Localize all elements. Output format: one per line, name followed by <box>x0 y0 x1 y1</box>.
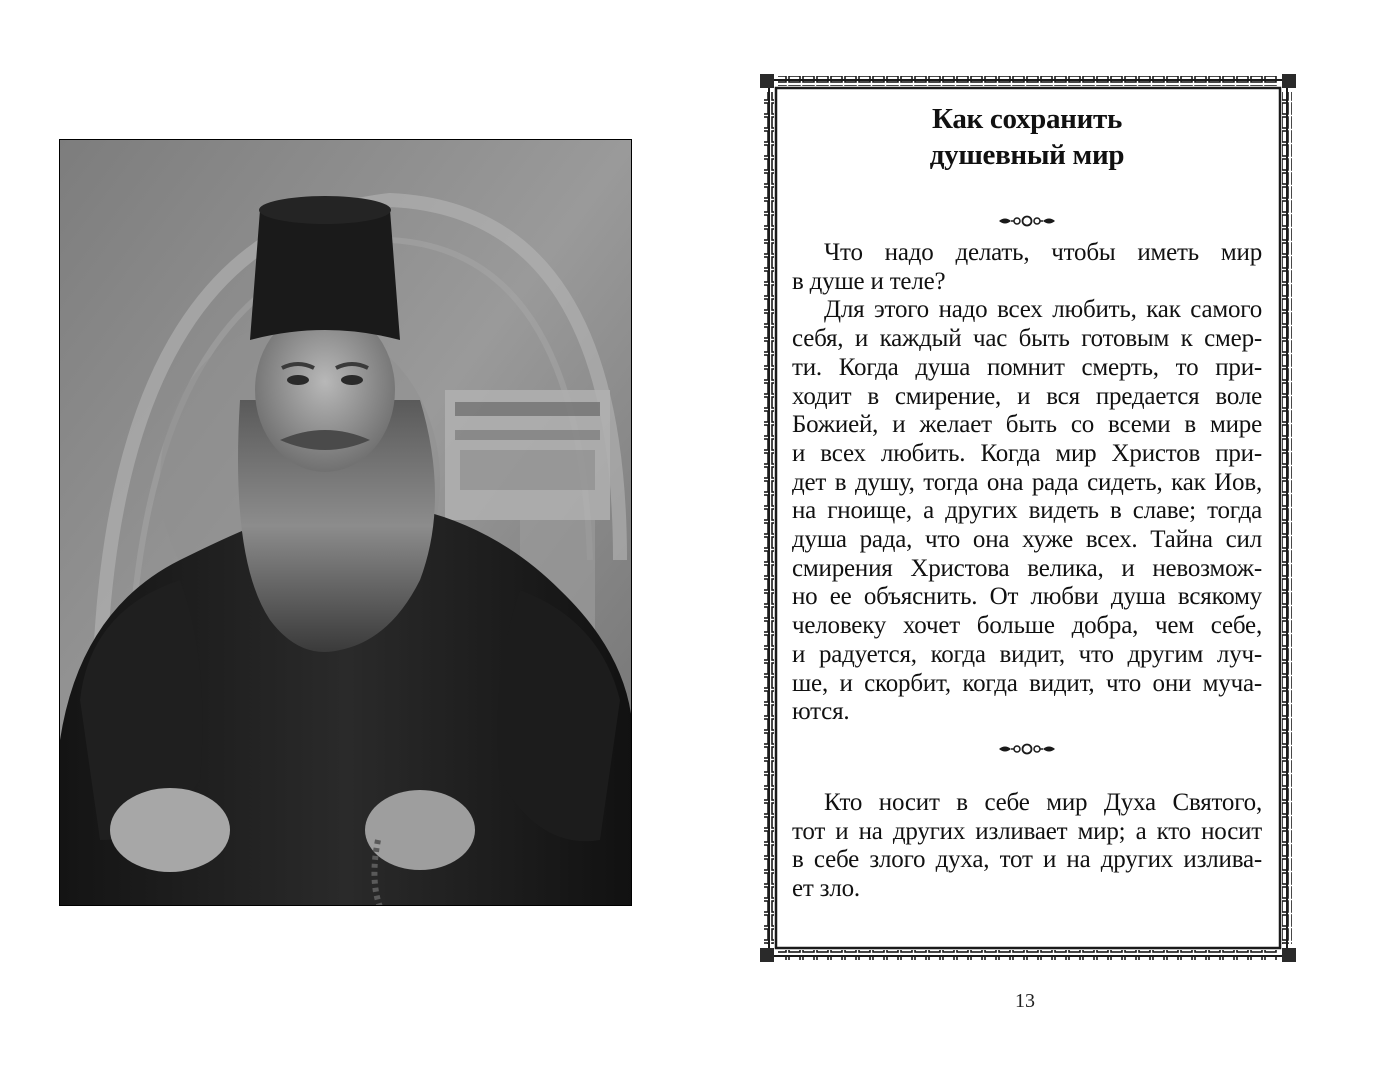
paragraph-2-line: себя, и каждый час быть готовым к смер- <box>792 325 1262 353</box>
paragraph-3-line: тот и на других изливает мир; а кто носит <box>792 817 1262 845</box>
portrait-illustration <box>60 140 632 906</box>
paragraph-2-line: душа рада, что она хуже всех. Тайна сил <box>792 526 1262 554</box>
paragraph-2-line: ти. Когда душа помнит смерть, то при- <box>792 353 1262 381</box>
paragraph-2-line: ются. <box>792 698 850 726</box>
paragraph-2-line: смирения Христова велика, и невозмож- <box>792 554 1262 582</box>
paragraph-2-line: но ее объяснить. От любви душа всякому <box>792 583 1262 611</box>
paragraph-2-line: ше, и скорбит, когда видит, что они муча- <box>792 669 1262 697</box>
chapter-heading <box>792 100 1262 173</box>
paragraph-3 <box>792 789 1262 904</box>
paragraph-2-line: Божией, и желает быть со всеми в мире <box>792 411 1262 439</box>
paragraph-2-line: и радуется, когда видит, что другим луч- <box>792 640 1262 668</box>
paragraph-2-line: дет в душу, тогда она рада сидеть, как Иов, <box>792 468 1262 496</box>
paragraph-3-line: ет зло. <box>792 875 860 903</box>
paragraph-2 <box>792 296 1262 727</box>
paragraph-3-line: Кто носит в себе мир Духа Святого, <box>824 788 1262 816</box>
text-column <box>792 100 1262 920</box>
paragraph-2-line: на гноище, а других видеть в славе; тогда <box>792 497 1262 525</box>
paragraph-2-line: ходит в смирение, и вся предается воле <box>792 382 1262 410</box>
paragraph-2-line: Для этого надо всех любить, как самого <box>824 296 1262 324</box>
page-number: 13 <box>1015 990 1035 1012</box>
paragraph-2-line: и всех любить. Когда мир Христов при- <box>792 439 1262 467</box>
portrait-photograph <box>59 139 632 906</box>
paragraph-1 <box>792 239 1262 296</box>
heading-line-1: Как сохранить <box>932 103 1122 135</box>
paragraph-3-line: в себе злого духа, тот и на других излива- <box>792 846 1262 874</box>
ornament-divider-icon <box>997 743 1057 755</box>
paragraph-1-line: в душе и теле? <box>792 267 946 295</box>
paragraph-1-line: Что надо делать, чтобы иметь мир <box>824 239 1262 266</box>
ornament-divider-icon <box>997 215 1057 227</box>
paragraph-2-line: человеку хочет больше добра, чем себе, <box>792 612 1262 640</box>
heading-line-2: душевный мир <box>929 139 1125 171</box>
